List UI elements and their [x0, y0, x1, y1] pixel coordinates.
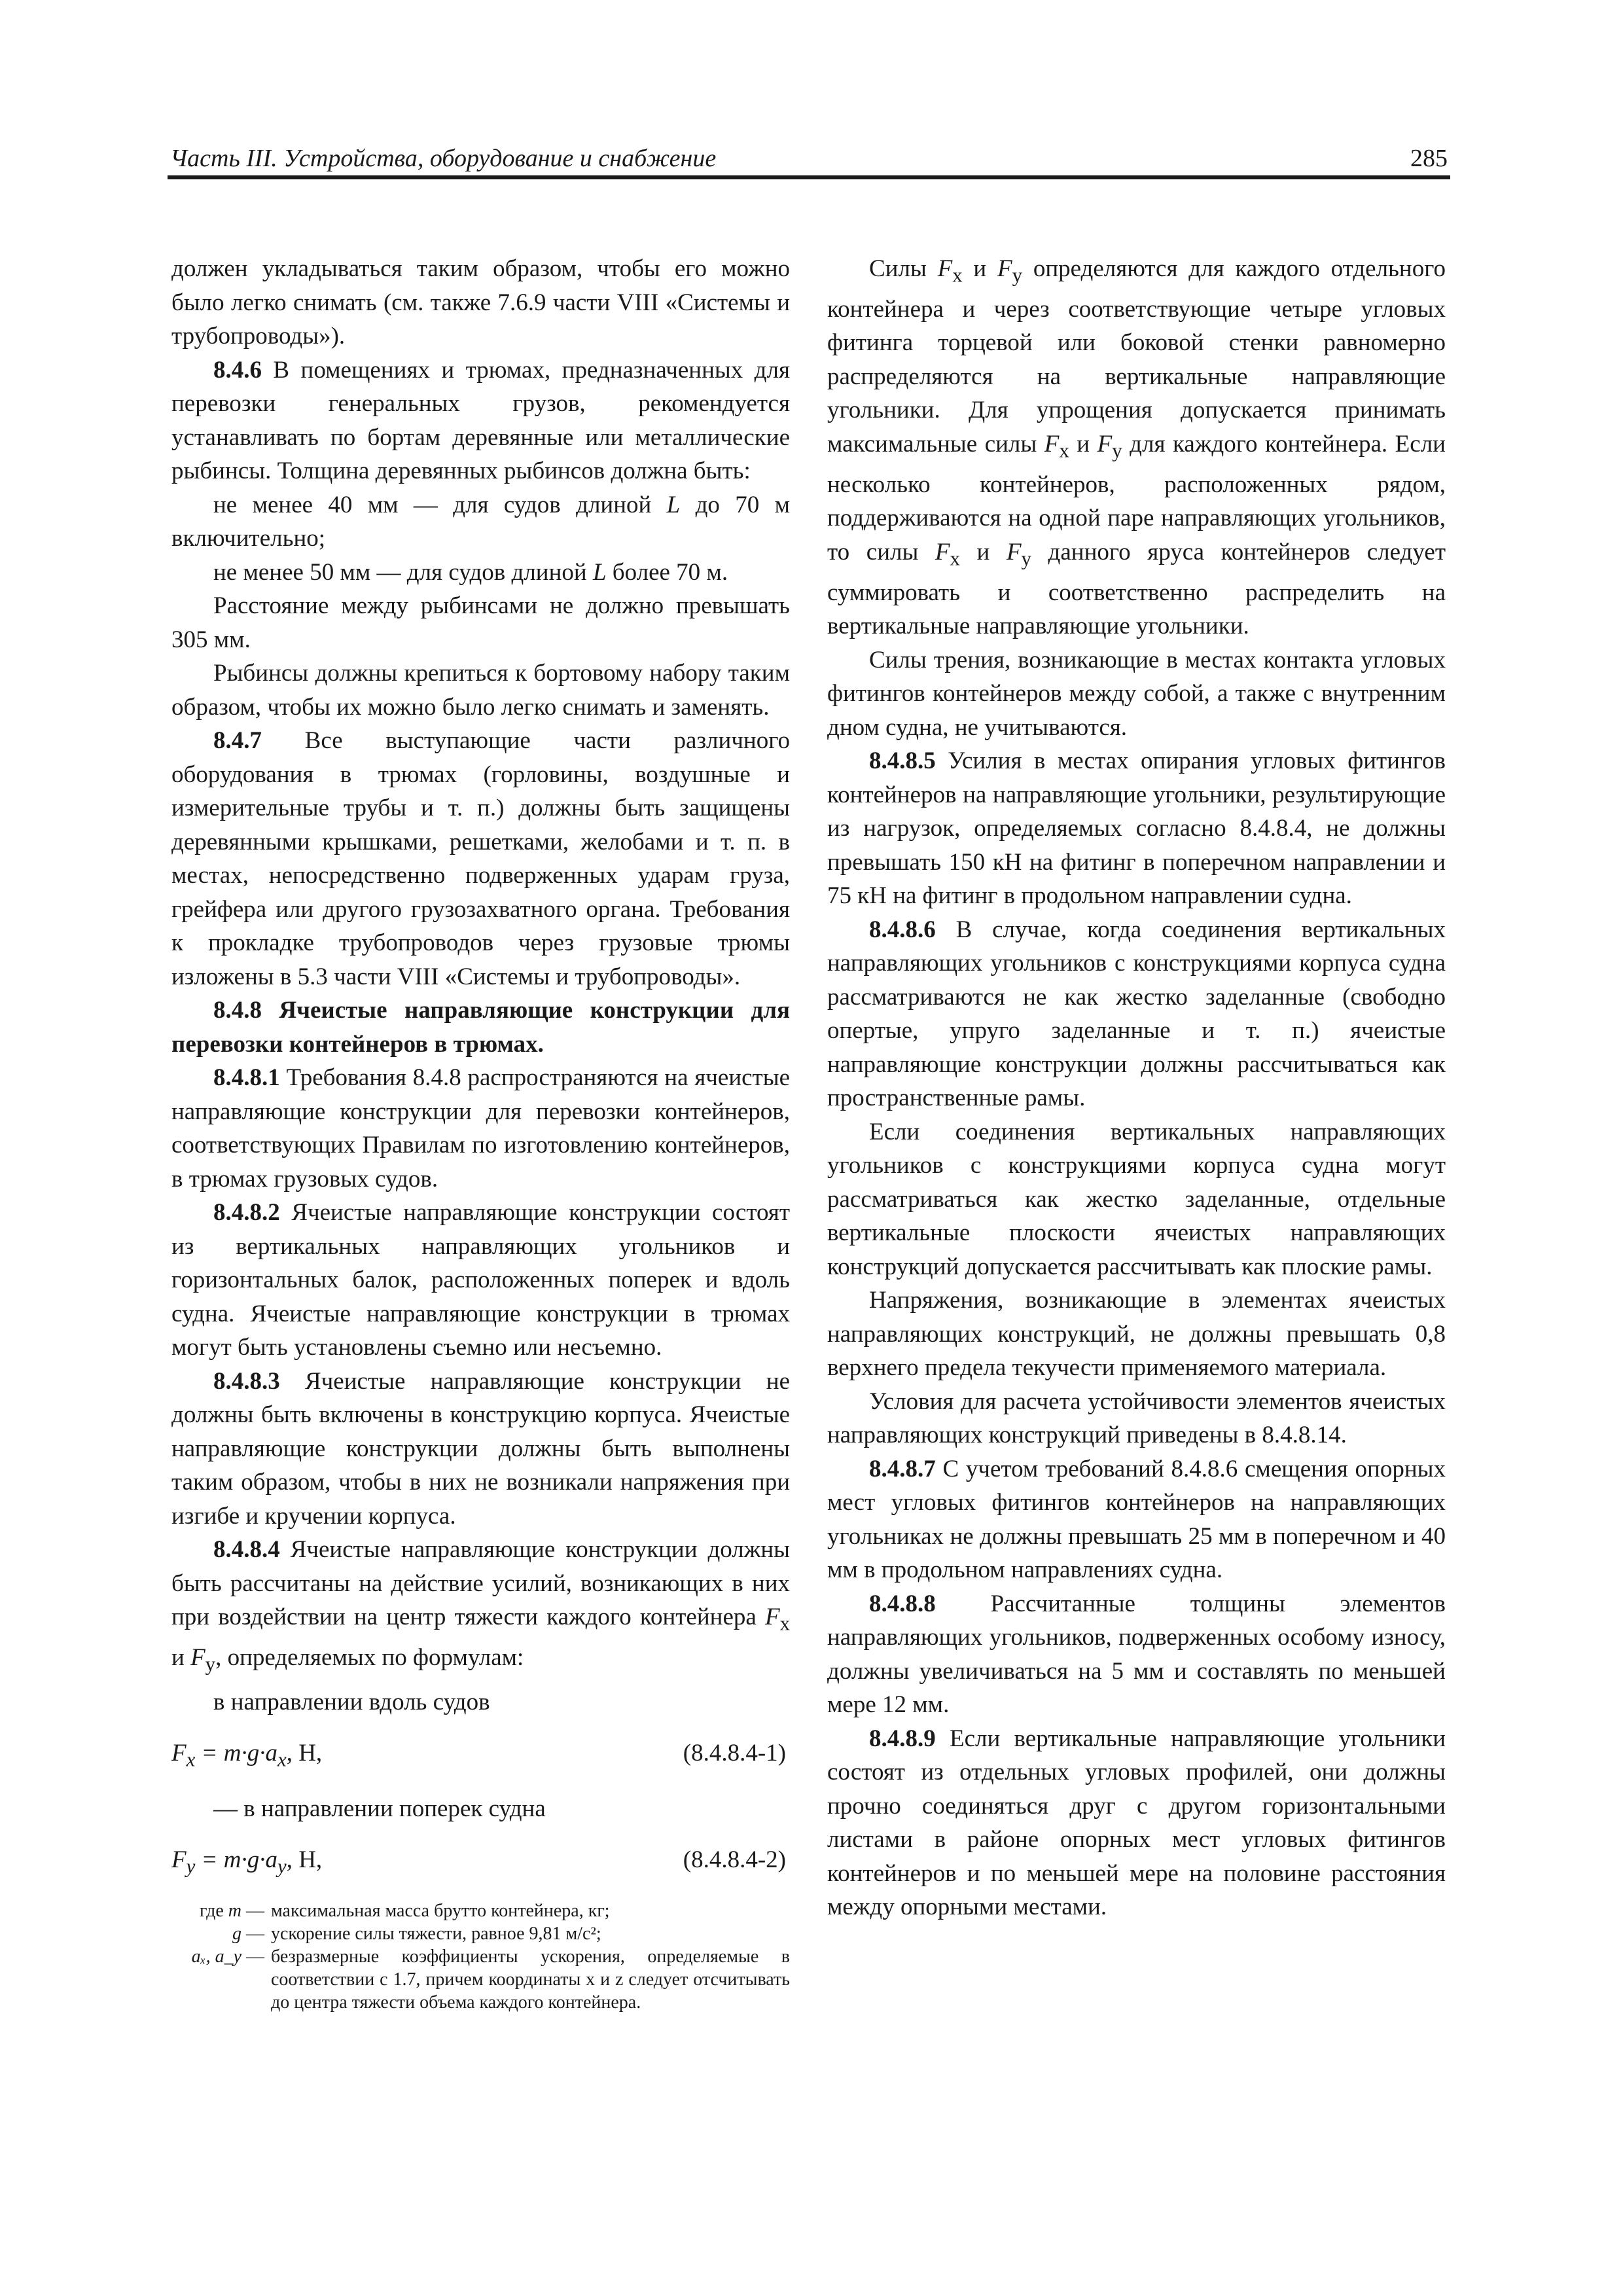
- paragraph-8-4-8-5: [827, 744, 1446, 913]
- paragraph: Напряжения, возникающие в элементах ячеистых направляющих конструкций, не должны превышать 0,8 верхнего предела текучести применяемого материала.: [827, 1287, 1446, 1382]
- list-item: [171, 556, 790, 590]
- symbol-L: L: [592, 558, 607, 586]
- formula-2: [171, 1843, 790, 1883]
- formula-unit: , Н,: [286, 1739, 323, 1767]
- paragraph-text: Усилия в местах опирания угловых фитингов контейнеров на направляющие угольники, результирующие из нагрузок, определяемых согласно 8.4.8.4, не должны превышать 150 кН на фитинг в поперечном направлении и 75 кН на фитинг в продольном направлении судна.: [827, 747, 1446, 910]
- subscript: y: [277, 1855, 287, 1878]
- section-number: 8.4.8.1: [213, 1064, 280, 1091]
- note-prefix: где: [200, 1900, 228, 1921]
- paragraph-text: для каждого контейнера. Если несколько контейнеров, расположенных рядом, поддерживаются на одной паре направляющих угольников, то силы: [827, 430, 1446, 565]
- paragraph-8-4-8-2: [171, 1196, 790, 1365]
- subscript: y: [1112, 439, 1122, 462]
- formula-body: = m·g·a: [195, 1846, 277, 1874]
- paragraph-text: , определяемых по формулам:: [215, 1643, 524, 1671]
- section-number: 8.4.8.8: [869, 1590, 936, 1617]
- note-row: [171, 1899, 790, 1922]
- subscript: x: [277, 1748, 287, 1771]
- section-number: 8.4.8.6: [869, 916, 936, 943]
- subscript: x: [1059, 439, 1069, 462]
- section-number: 8.4.8.2: [213, 1199, 280, 1226]
- paragraph-text: и: [959, 538, 1007, 565]
- formula-caption: — в направлении поперек судна: [213, 1795, 546, 1823]
- note-row: [171, 1945, 790, 2014]
- paragraph-8-4-6: [171, 353, 790, 488]
- paragraph-text: Если вертикальные направляющие угольники состоят из отдельных угловых профилей, они должны прочно соединяться друг с другом горизонтальными листами в районе опорных мест угловых фитингов контейнеров и по меньшей мере на половине расстояния между опорными местами.: [827, 1725, 1446, 1921]
- subscript: y: [1021, 547, 1031, 570]
- formula-body: = m·g·a: [195, 1739, 277, 1767]
- paragraph-text: Ячеистые направляющие конструкции должны быть рассчитаны на действие усилий, возникающих в них при воздействии на центр тяжести каждого контейнера: [171, 1536, 790, 1630]
- formula-number: (8.4.8.4-2): [683, 1846, 786, 1874]
- page-number: 285: [1410, 145, 1448, 172]
- note-symbol: [171, 1945, 271, 2014]
- symbol-F: F: [190, 1643, 205, 1671]
- list-item: [171, 488, 790, 556]
- section-number: 8.4.8.3: [213, 1367, 280, 1395]
- paragraph: Силы трения, возникающие в местах контакта угловых фитингов контейнеров между собой, а также с внутренним дном судна, не учитываются.: [827, 646, 1446, 741]
- subscript: y: [1012, 264, 1023, 287]
- paragraph: Если соединения вертикальных направляющих угольников с конструкциями корпуса судна могут рассматриваться как жестко заделанные, отдельные вертикальные плоскости ячеистых направляющих конструкций допускается рассчитывать как плоские рамы.: [827, 1118, 1446, 1280]
- symbol-F: F: [764, 1604, 780, 1630]
- symbol-F: F: [1097, 430, 1113, 457]
- section-number: 8.4.7: [213, 727, 262, 754]
- paragraph-text: В случае, когда соединения вертикальных направляющих угольников с конструкциями корпуса судна рассматриваются не как жестко заделанные (свободно опертые, упруго заделанные и т. п.) ячеистые направляющие конструкции должны рассчитываться как пространственные рамы.: [827, 916, 1446, 1112]
- paragraph-forces: [827, 252, 1446, 643]
- paragraph: Условия для расчета устойчивости элементов ячеистых направляющих конструкций приведены в 8.4.8.14.: [827, 1388, 1446, 1449]
- note-symbol: [171, 1922, 271, 1945]
- formula-number: (8.4.8.4-1): [683, 1739, 786, 1767]
- paragraph-8-4-8-6: [827, 913, 1446, 1115]
- paragraph-text: Все выступающие части различного оборудования в трюмах (горловины, воздушные и измерительные трубы и т. п.) должны быть защищены деревянными крышками, решетками, желобами и т. п. в местах, непосредственно подверженных ударам груза, грейфера или другого грузозахватного органа. Требования к прокладке трубопроводов через грузовые трюмы изложены в 5.3 части VIII «Системы и трубопроводы».: [171, 727, 790, 990]
- paragraph-text: Требования 8.4.8 распространяются на ячеистые направляющие конструкции для перевозки контейнеров, соответствующих Правилам по изготовлению контейнеров, в трюмах грузовых судов.: [171, 1064, 790, 1193]
- list-text: более 70 м.: [606, 558, 728, 586]
- note-text: ускорение силы тяжести, равное 9,81 м/с²;: [271, 1923, 601, 1944]
- paragraph-8-4-8-3: [171, 1365, 790, 1534]
- note-key: aₓ, a_y: [191, 1946, 241, 1967]
- header-title: Часть III. Устройства, оборудование и снабжение: [170, 145, 717, 172]
- symbol-F: F: [1006, 538, 1022, 565]
- formula-notes: [171, 1899, 790, 2014]
- subscript: x: [779, 1612, 790, 1635]
- paragraph-text: данного яруса контейнеров следует суммировать и соответственно распределить на вертикальные направляющие угольники.: [827, 538, 1446, 640]
- note-key: m: [228, 1900, 241, 1921]
- note-text: максимальная масса брутто контейнера, кг;: [271, 1900, 610, 1921]
- paragraph-8-4-8-9: [827, 1722, 1446, 1924]
- list-text: не менее 50 мм — для судов длиной: [213, 558, 593, 586]
- section-number: 8.4.8.5: [869, 747, 936, 775]
- formula-unit: , Н,: [286, 1846, 323, 1874]
- paragraph: должен укладываться таким образом, чтобы его можно было легко снимать (см. также 7.6.9 части VIII «Системы и трубопроводы»).: [171, 255, 790, 350]
- paragraph-text: и: [962, 255, 997, 282]
- note-dash: —: [241, 1946, 264, 1967]
- subscript: x: [952, 264, 963, 287]
- symbol-F: F: [1044, 430, 1060, 457]
- section-heading-8-4-8: 8.4.8 Ячеистые направляющие конструкции для перевозки контейнеров в трюмах.: [171, 997, 790, 1058]
- paragraph-text: и: [1069, 430, 1097, 457]
- paragraph-8-4-7: [171, 724, 790, 994]
- paragraph-text: В помещениях и трюмах, предназначенных для перевозки генеральных грузов, рекомендуется устанавливать по бортам деревянные или металлические рыбинсы. Толщина деревянных рыбинсов должна быть:: [171, 356, 790, 484]
- paragraph-text: Рассчитанные толщины элементов направляющих угольников, подверженных особому износу, должны увеличиваться на 5 мм и составлять по меньшей мере 12 мм.: [827, 1590, 1446, 1719]
- symbol-F: F: [935, 538, 950, 565]
- paragraph-text: определяются для каждого отдельного контейнера и через соответствующие четыре угловых фитинга торцевой или боковой стенки равномерно распределяются на вертикальные направляющие угольники. Для упрощения допускается принимать максимальные силы: [827, 255, 1446, 457]
- note-dash: —: [241, 1923, 264, 1944]
- symbol-F: F: [171, 1739, 187, 1767]
- symbol-F: F: [937, 255, 953, 282]
- section-number: 8.4.6: [213, 356, 262, 384]
- paragraph-text: С учетом требований 8.4.8.6 смещения опорных мест угловых фитингов контейнеров на направляющих угольниках не должны превышать 25 мм в поперечном и 40 мм в продольном направлениях судна.: [827, 1455, 1446, 1584]
- note-key: g: [232, 1923, 241, 1944]
- subscript: y: [186, 1855, 196, 1878]
- paragraph-8-4-8-8: [827, 1587, 1446, 1722]
- left-column: [171, 252, 790, 2014]
- note-row: [171, 1922, 790, 1945]
- subscript: x: [186, 1748, 196, 1771]
- paragraph: Рыбинсы должны крепиться к бортовому набору таким образом, чтобы их можно было легко снимать и заменять.: [171, 660, 790, 721]
- note-dash: —: [241, 1900, 264, 1921]
- subscript: y: [205, 1653, 216, 1676]
- section-number: 8.4.8.9: [869, 1725, 936, 1752]
- symbol-F: F: [171, 1846, 187, 1874]
- paragraph-text: Ячеистые направляющие конструкции состоят из вертикальных направляющих угольников и горизонтальных балок, расположенных поперек и вдоль судна. Ячеистые направляющие конструкции в трюмах могут быть установлены съемно или несъемно.: [171, 1199, 790, 1361]
- paragraph-8-4-8-4: [171, 1533, 790, 1681]
- formula-caption: в направлении вдоль судов: [213, 1688, 490, 1715]
- symbol-F: F: [997, 255, 1012, 282]
- list-text: не менее 40 мм — для судов длиной: [213, 491, 667, 518]
- paragraph-text: Силы: [869, 255, 938, 282]
- formula-expression: [171, 1736, 322, 1776]
- right-column: [827, 252, 1446, 1924]
- list-text: до 70 м включительно;: [171, 491, 790, 552]
- paragraph-text: Ячеистые направляющие конструкции не должны быть включены в конструкцию корпуса. Ячеистые направляющие конструкции должны быть выполнены таким образом, чтобы в них не возникали напряжения при изгибе и кручении корпуса.: [171, 1367, 790, 1530]
- formula-expression: [171, 1843, 322, 1883]
- section-number: 8.4.8.4: [213, 1536, 280, 1563]
- running-header: [168, 143, 1450, 179]
- symbol-L: L: [666, 491, 681, 518]
- note-symbol: [171, 1899, 271, 1922]
- subscript: x: [950, 547, 960, 570]
- formula-1: [171, 1736, 790, 1776]
- section-number: 8.4.8.7: [869, 1455, 936, 1482]
- note-text: безразмерные коэффициенты ускорения, определяемые в соответствии с 1.7, причем координаты x и z следует отсчитывать до центра тяжести объема каждого контейнера.: [271, 1946, 790, 2013]
- paragraph-8-4-8-1: [171, 1061, 790, 1196]
- paragraph-text: и: [171, 1643, 191, 1671]
- paragraph: Расстояние между рыбинсами не должно превышать 305 мм.: [171, 592, 790, 653]
- paragraph-8-4-8-7: [827, 1452, 1446, 1587]
